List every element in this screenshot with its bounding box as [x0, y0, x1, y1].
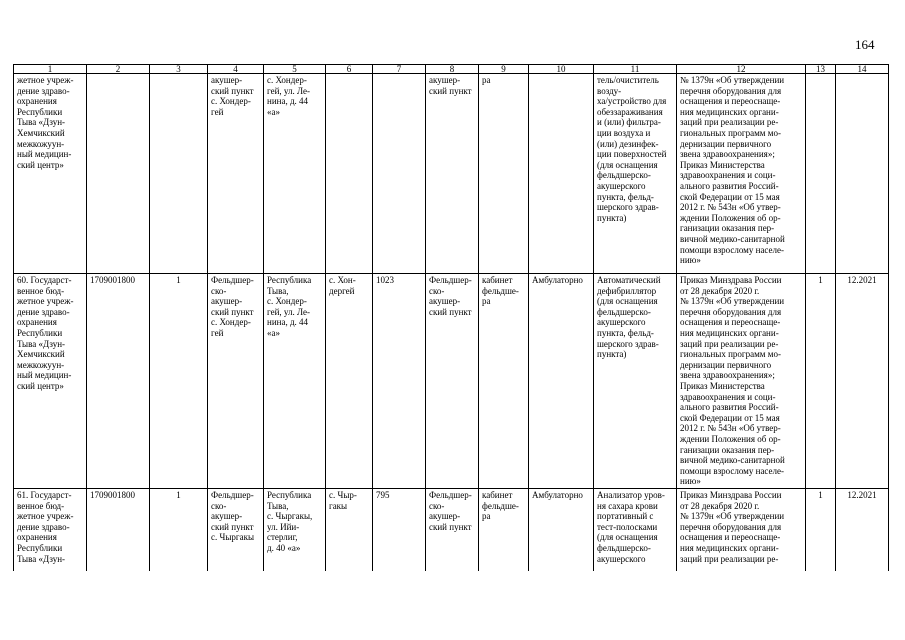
table-cell: Амбулаторно — [529, 274, 594, 489]
table-cell: 1 — [806, 274, 836, 489]
table-cell: Фельдшер- ско- акушер- ский пункт с. Хондер- гей — [208, 274, 264, 489]
header-cell: 11 — [594, 65, 677, 74]
table-cell: 1709001800 — [87, 489, 150, 572]
table-cell: Фельдшер- ско- акушер- ский пункт — [426, 274, 479, 489]
table-cell: Фельдшер- ско- акушер- ский пункт с. Чыргакы — [208, 489, 264, 572]
header-cell: 13 — [806, 65, 836, 74]
table-cell: с. Хондер- гей, ул. Ле- нина, д. 44 «а» — [264, 74, 326, 274]
table-row — [14, 274, 889, 489]
header-cell: 2 — [87, 65, 150, 74]
table-cell: 1 — [806, 489, 836, 572]
table-cell — [806, 74, 836, 274]
table-cell: Приказ Минздрава России от 28 декабря 2020 г. № 1379н «Об утверждении перечня оборудования для оснащения и переоснаще- ния медицинских органи- заций при реализации ре- — [677, 489, 806, 572]
table-cell — [373, 74, 426, 274]
header-cell: 5 — [264, 65, 326, 74]
table-cell: № 1379н «Об утверждении перечня оборудования для оснащения и переоснаще- ния медицинских органи- заций при реализации ре- гиональных программ мо- дернизации первичного звена здравоохранения»; Приказ Министерства здравоохранения и соци- ального развития Россий- ской Федерации от 15 мая 2012 г. № 543н «Об утвер- ждении Положения об ор- ганизации оказания пер- вичной медико-санитарной помощи взрослому населе- нию» — [677, 74, 806, 274]
table-cell: Автоматический дефибриллятор (для оснащения фельдшерско- акушерского пункта, фельд- шерского здрав- пункта) — [594, 274, 677, 489]
table-cell: с. Чыр- гакы — [326, 489, 373, 572]
table-cell: с. Хон- дергей — [326, 274, 373, 489]
header-cell: 14 — [836, 65, 889, 74]
table-cell: ра — [479, 74, 529, 274]
table-cell: 61. Государст- венное бюд- жетное учреж- дение здраво- охранения Республики Тыва «Дзун- — [14, 489, 87, 572]
header-cell: 10 — [529, 65, 594, 74]
table-cell: 60. Государст- венное бюд- жетное учреж- дение здраво- охранения Республики Тыва «Дзун- Хемчикский межкожуун- ный медицин- ский центр» — [14, 274, 87, 489]
table-cell: 1023 — [373, 274, 426, 489]
table-cell: кабинет фельдше- ра — [479, 274, 529, 489]
table-cell: кабинет фельдше- ра — [479, 489, 529, 572]
page-number: 164 — [855, 37, 875, 52]
table-cell: 1 — [150, 274, 208, 489]
table-cell: жетное учреж- дение здраво- охранения Республики Тыва «Дзун- Хемчикский межкожуун- ный медицин- ский центр» — [14, 74, 87, 274]
table-cell — [529, 74, 594, 274]
header-cell: 7 — [373, 65, 426, 74]
table-cell: 12.2021 — [836, 274, 889, 489]
table-cell: Приказ Минздрава России от 28 декабря 2020 г. № 1379н «Об утверждении перечня оборудования для оснащения и переоснаще- ния медицинских органи- заций при реализации ре- гиональных программ мо- дернизации первичного звена здравоохранения»; Приказ Министерства здравоохранения и соци- ального развития Россий- ской Федерации от 15 мая 2012 г. № 543н «Об утвер- ждении Положения об ор- ганизации оказания пер- вичной медико-санитарной помощи взрослому населе- нию» — [677, 274, 806, 489]
header-cell: 4 — [208, 65, 264, 74]
table-cell: 1 — [150, 489, 208, 572]
table-cell: 1709001800 — [87, 274, 150, 489]
header-row — [14, 65, 889, 74]
header-cell: 12 — [677, 65, 806, 74]
table-cell: тель/очиститель возду- ха/устройство для обеззараживания и (или) фильтра- ции воздуха и (или) дезинфек- ции поверхностей (для оснащения фельдшерско- акушерского пункта, фельд- шерского здрав- пункта) — [594, 74, 677, 274]
table-row — [14, 74, 889, 274]
table-cell: Республика Тыва, с. Чыргакы, ул. Ийи- стерлиг, д. 40 «а» — [264, 489, 326, 572]
equipment-table — [13, 64, 889, 571]
table-cell — [326, 74, 373, 274]
table-cell: акушер- ский пункт — [426, 74, 479, 274]
table-cell: Амбулаторно — [529, 489, 594, 572]
header-cell: 8 — [426, 65, 479, 74]
table-cell — [150, 74, 208, 274]
table-cell: акушер- ский пункт с. Хондер- гей — [208, 74, 264, 274]
table-cell: Анализатор уров- ня сахара крови портативный с тест-полосками (для оснащения фельдшерско- акушерского — [594, 489, 677, 572]
header-cell: 3 — [150, 65, 208, 74]
table-cell: 795 — [373, 489, 426, 572]
header-cell: 6 — [326, 65, 373, 74]
header-cell: 9 — [479, 65, 529, 74]
table-cell: 12.2021 — [836, 489, 889, 572]
table-cell — [836, 74, 889, 274]
table-cell — [87, 74, 150, 274]
table-cell: Республика Тыва, с. Хондер- гей, ул. Ле- нина, д. 44 «а» — [264, 274, 326, 489]
header-cell: 1 — [14, 65, 87, 74]
table-cell: Фельдшер- ско- акушер- ский пункт — [426, 489, 479, 572]
table-row — [14, 489, 889, 572]
